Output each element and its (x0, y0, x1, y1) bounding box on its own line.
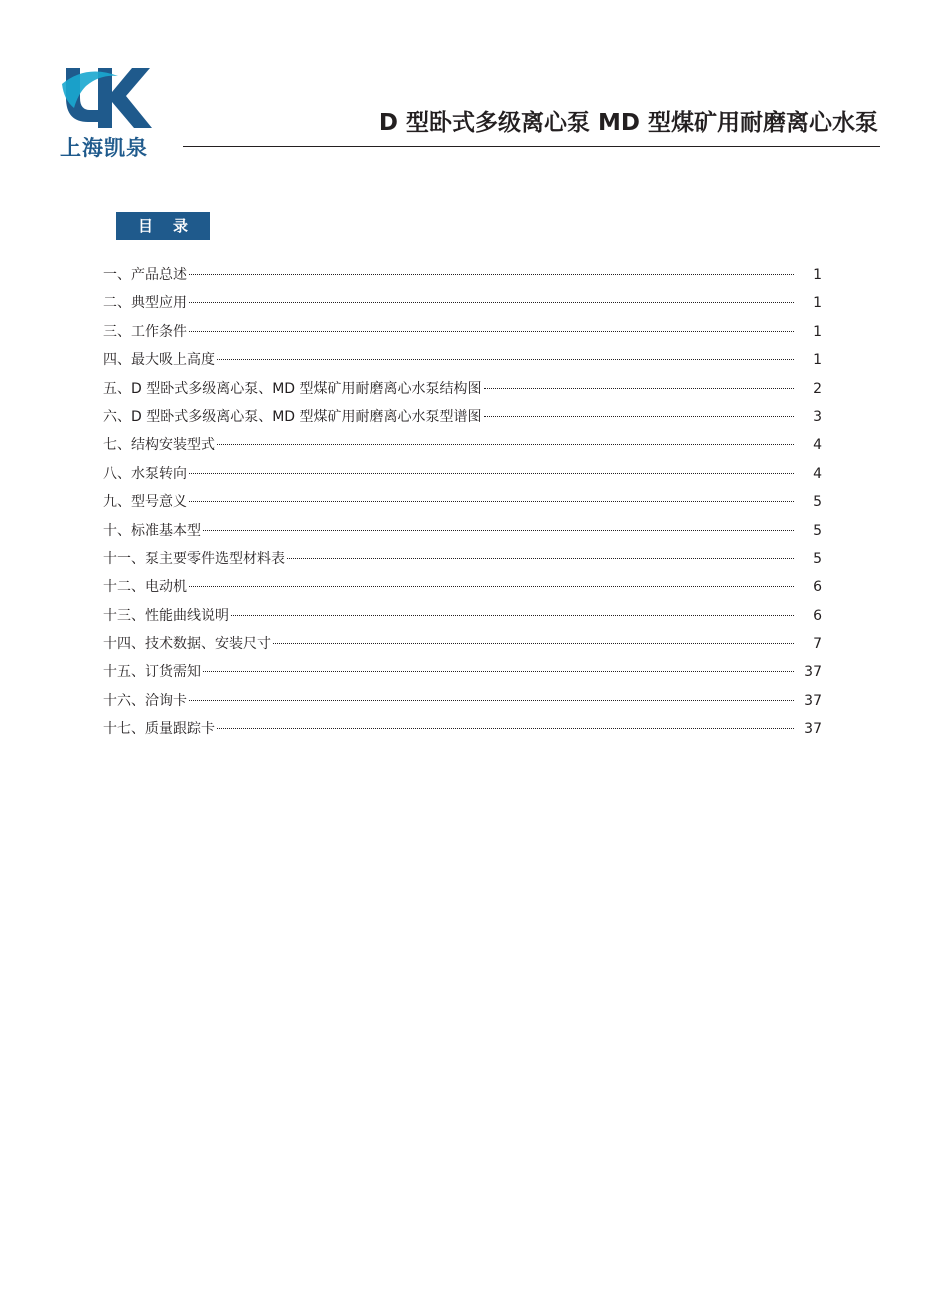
toc-entry[interactable] (103, 631, 822, 659)
toc-entry[interactable] (103, 574, 822, 602)
toc-entry[interactable] (103, 262, 822, 290)
toc-entry-label: 十五、订货需知 (103, 664, 201, 681)
toc-entry-label: 一、产品总述 (103, 267, 187, 283)
toc-entry-page: 6 (813, 579, 822, 596)
toc-entry-page: 5 (813, 494, 822, 511)
toc-dot-leader (217, 727, 794, 729)
toc-entry[interactable] (103, 546, 822, 574)
toc-entry[interactable] (103, 489, 822, 517)
toc-entry-label: 八、水泵转向 (103, 465, 187, 482)
toc-entry[interactable] (103, 518, 822, 546)
toc-entry[interactable] (103, 716, 822, 744)
toc-entry[interactable] (103, 376, 822, 404)
uk-logo-mark (60, 64, 152, 132)
toc-entry-page: 2 (813, 380, 822, 397)
toc-entry-label: 七、结构安装型式 (103, 437, 215, 454)
toc-entry-label: 十一、泵主要零件选型材料表 (103, 550, 285, 567)
toc-dot-leader (273, 642, 794, 644)
toc-entry-label: 十四、技术数据、安装尺寸 (103, 636, 271, 653)
toc-dot-leader (484, 415, 794, 417)
brand-name: 上海凯泉 (60, 136, 148, 160)
toc-entry-label: 十三、性能曲线说明 (103, 607, 229, 624)
toc-entry-page: 1 (813, 295, 822, 312)
toc-dot-leader (189, 472, 794, 474)
toc-dot-leader (287, 557, 794, 559)
table-of-contents (103, 262, 822, 745)
toc-dot-leader (203, 529, 794, 531)
toc-entry-label: 九、型号意义 (103, 494, 187, 511)
toc-entry-page: 1 (813, 267, 822, 283)
document-title: D 型卧式多级离心泵 MD 型煤矿用耐磨离心水泵 (378, 110, 878, 136)
toc-heading: 目录 (116, 212, 210, 240)
toc-dot-leader (484, 387, 794, 389)
toc-entry-label: 三、工作条件 (103, 323, 187, 340)
toc-entry-page: 1 (813, 352, 822, 369)
toc-entry-label: 二、典型应用 (103, 295, 187, 312)
toc-entry-page: 5 (813, 550, 822, 567)
toc-dot-leader (189, 301, 794, 303)
toc-entry-label: 十、标准基本型 (103, 522, 201, 539)
toc-entry[interactable] (103, 347, 822, 375)
toc-entry[interactable] (103, 404, 822, 432)
toc-entry[interactable] (103, 290, 822, 318)
toc-entry[interactable] (103, 319, 822, 347)
toc-entry-page: 37 (804, 721, 822, 738)
toc-dot-leader (189, 585, 794, 587)
toc-entry[interactable] (103, 461, 822, 489)
toc-entry-page: 6 (813, 607, 822, 624)
toc-entry-page: 5 (813, 522, 822, 539)
toc-dot-leader (217, 443, 794, 445)
toc-dot-leader (189, 500, 794, 502)
toc-dot-leader (203, 670, 794, 672)
toc-entry[interactable] (103, 659, 822, 687)
toc-entry-page: 4 (813, 465, 822, 482)
toc-entry-label: 四、最大吸上高度 (103, 352, 215, 369)
toc-entry-page: 4 (813, 437, 822, 454)
company-logo (60, 64, 152, 158)
toc-entry-label: 六、D 型卧式多级离心泵、MD 型煤矿用耐磨离心水泵型谱图 (103, 408, 482, 425)
toc-dot-leader (189, 273, 794, 275)
toc-entry-page: 7 (813, 636, 822, 653)
toc-entry[interactable] (103, 688, 822, 716)
toc-dot-leader (231, 614, 794, 616)
toc-entry-page: 37 (804, 664, 822, 681)
toc-entry-page: 3 (813, 408, 822, 425)
toc-entry-page: 1 (813, 323, 822, 340)
toc-entry[interactable] (103, 603, 822, 631)
toc-entry-label: 十二、电动机 (103, 579, 187, 596)
toc-entry-page: 37 (804, 692, 822, 709)
toc-dot-leader (189, 330, 794, 332)
toc-dot-leader (217, 358, 794, 360)
toc-entry-label: 五、D 型卧式多级离心泵、MD 型煤矿用耐磨离心水泵结构图 (103, 380, 482, 397)
toc-entry-label: 十六、洽询卡 (103, 692, 187, 709)
header-divider (183, 146, 880, 147)
toc-entry-label: 十七、质量跟踪卡 (103, 721, 215, 738)
toc-entry[interactable] (103, 432, 822, 460)
toc-dot-leader (189, 699, 794, 701)
